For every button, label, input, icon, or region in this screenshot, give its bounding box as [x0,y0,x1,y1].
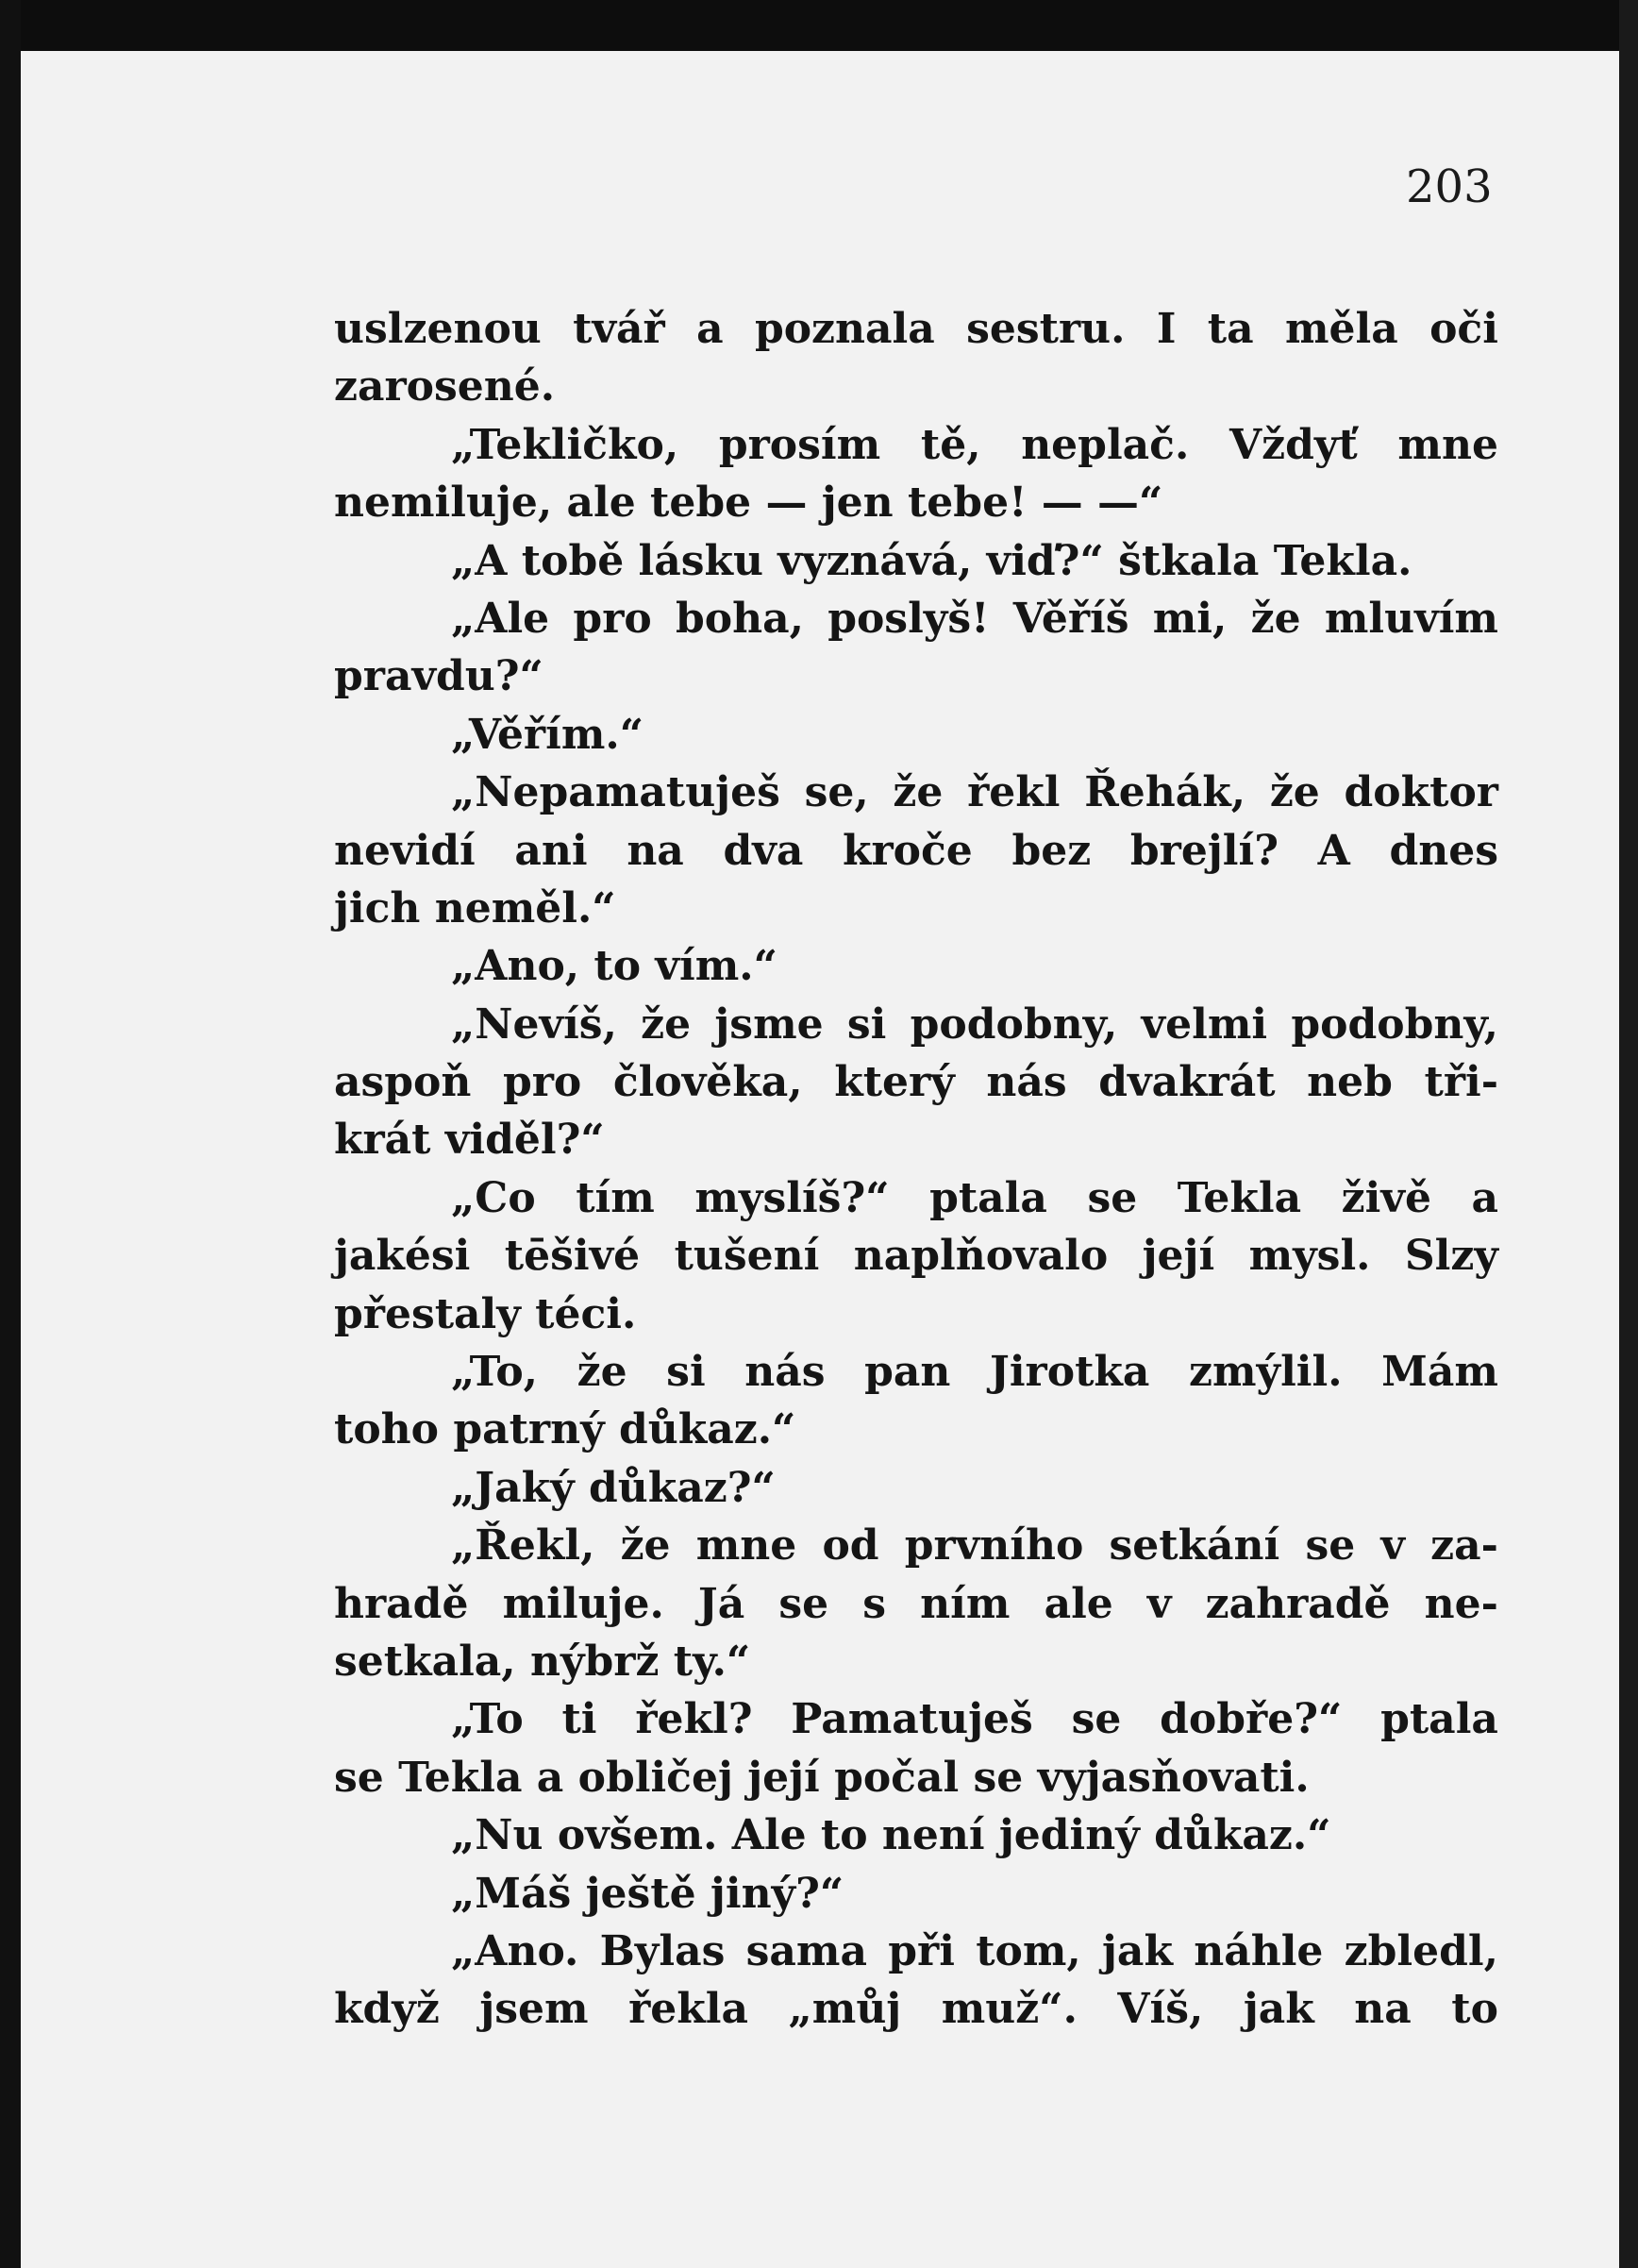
text-line [334,1980,1498,2038]
word: aspoň [334,1058,472,1107]
word: ním [920,1579,1011,1628]
word: že [893,768,944,817]
text-line [334,1923,1498,1980]
word: oči [1429,305,1498,353]
scan-top-border [0,0,1638,51]
text-line [334,1343,1498,1401]
word: jakési [334,1232,471,1281]
word: to [1451,1985,1498,2034]
word: jak [1102,1926,1173,1975]
word: velmi [1141,1000,1268,1049]
word: ne- [1424,1579,1498,1628]
word: řekl? [635,1695,753,1744]
word: sama [745,1926,867,1975]
word: podobny, [1291,1000,1498,1049]
word: ani [514,826,588,875]
word: dva [723,826,804,875]
text-line: „Věřím.“ [451,710,644,759]
word: že [577,1348,627,1397]
word: Pamatuješ [791,1695,1033,1744]
word: prosím [718,420,881,469]
word: I [1156,305,1177,353]
word: její [1142,1232,1215,1281]
text-line [334,590,1498,647]
word: zmýlil. [1188,1348,1343,1397]
text-line [334,1227,1498,1285]
word: ti [561,1695,597,1744]
text-line [334,1575,1498,1633]
word: brejlí? [1129,826,1279,875]
text-line: nemiluje, ale tebe — jen tebe! — —“ [334,479,1163,528]
word: myslíš?“ [694,1173,890,1222]
word: Bylas [599,1926,726,1975]
word: že [1250,594,1301,643]
word: se [1087,1173,1138,1222]
word: nevidí [334,826,476,875]
text-line [334,1690,1498,1748]
word: dnes [1389,826,1498,875]
word: pro [573,594,652,643]
word: hradě [334,1579,469,1628]
word: se [778,1579,829,1628]
word: že [1269,768,1320,817]
word: neb [1307,1058,1393,1107]
word: doktor [1344,768,1498,817]
word: Víš, [1117,1985,1204,2034]
word: prvního [904,1521,1084,1571]
text-line: zarosené. [334,362,556,412]
word: Jirotka [990,1348,1150,1397]
word: „Ano. [451,1926,579,1975]
text-line [334,764,1498,821]
word: ale [1044,1579,1113,1628]
word: Mám [1381,1348,1498,1397]
word: ptala [1380,1695,1498,1744]
word: „Nevíš, [451,1000,617,1049]
word: pan [864,1348,951,1397]
word: ta [1207,305,1254,353]
word: tēšivé [504,1232,641,1281]
word: v [1380,1521,1405,1571]
word: člověka, [612,1058,803,1107]
scan-right-border [1619,0,1638,2268]
word: „To [451,1695,524,1744]
word: jak [1243,1985,1314,2034]
text-line: „Nu ovšem. Ale to není jediný důkaz.“ [451,1811,1331,1860]
word: tři- [1424,1058,1498,1107]
word: zbledl, [1344,1926,1498,1975]
word: a [1471,1173,1498,1222]
word: A [1317,826,1350,875]
word: dvakrát [1098,1058,1276,1107]
word: jsme [714,1000,824,1049]
word: Řehák, [1084,768,1246,817]
word: „můj [788,1985,902,2034]
word: podobny, [910,1000,1118,1049]
word: za- [1430,1521,1498,1571]
word: miluje. [502,1579,664,1628]
word: a [696,305,724,353]
word: který [834,1058,955,1107]
word: si [666,1348,706,1397]
word: bez [1011,826,1092,875]
word: „Co [451,1173,536,1222]
word: sestru. [966,305,1126,353]
text-line [334,1053,1498,1111]
word: neplač. [1021,420,1190,469]
word: s [862,1579,887,1628]
word: nás [986,1058,1067,1107]
word: Slzy [1404,1232,1498,1281]
text-line: setkala, nýbrž ty.“ [334,1637,751,1686]
word: v [1146,1579,1172,1628]
text-line: pravdu?“ [334,652,543,701]
text-line: „Jaký důkaz?“ [451,1463,776,1512]
text-line [334,300,1498,358]
word: řekl [967,768,1061,817]
word: poslyš! [827,594,990,643]
word: dobře?“ [1160,1695,1343,1744]
word: živě [1341,1173,1431,1222]
word: mi, [1152,594,1228,643]
word: pro [502,1058,582,1107]
word: kroče [843,826,973,875]
word: „To, [451,1348,538,1397]
word: na [1354,1985,1412,2034]
word: tím [576,1173,655,1222]
word: Tekla [1177,1173,1302,1222]
word: naplňovalo [853,1232,1109,1281]
word: řekla [628,1985,748,2034]
word: mysl. [1248,1232,1371,1281]
word: si [846,1000,887,1049]
word: mne [695,1521,797,1571]
text-line: toho patrný důkaz.“ [334,1405,796,1454]
word: setkání [1109,1521,1280,1571]
word: tě, [920,420,981,469]
word: se [1071,1695,1122,1744]
word: nás [744,1348,826,1397]
text-line: přestaly téci. [334,1289,637,1338]
text-line [334,1169,1498,1227]
word: „Řekl, [451,1521,595,1571]
word: ptala [929,1173,1047,1222]
text-line: „A tobě lásku vyznává, viď?“ štkala Tekla. [451,536,1412,585]
page-number: 203 [1406,160,1493,213]
text-line [334,1517,1498,1574]
word: „Ale [451,594,550,643]
scan-left-border [0,0,21,2268]
word: „Nepamatuješ [451,768,780,817]
word: se [1305,1521,1356,1571]
word: tušení [674,1232,820,1281]
word: poznala [754,305,935,353]
word: se, [804,768,869,817]
word: Já [697,1579,745,1628]
word: na [627,826,684,875]
word: tom, [976,1926,1081,1975]
word: od [822,1521,879,1571]
text-line: „Máš ještě jiný?“ [451,1869,844,1918]
text-line: krát viděl?“ [334,1116,605,1165]
text-line: se Tekla a obličej její počal se vyjasňovati. [334,1753,1310,1802]
word: Vždyť [1228,420,1358,469]
word: boha, [675,594,804,643]
word: uslzenou [334,305,542,353]
word: měla [1284,305,1398,353]
word: že [620,1521,671,1571]
word: muž“. [941,1985,1078,2034]
text-line: jich neměl.“ [334,883,616,932]
word: že [641,1000,692,1049]
word: jsem [479,1985,589,2034]
body-text [334,300,1498,2039]
word: Věříš [1012,594,1129,643]
word: náhle [1194,1926,1324,1975]
word: když [334,1985,440,2034]
word: mne [1397,420,1498,469]
word: tvář [573,305,665,353]
text-line [334,996,1498,1053]
word: mluvím [1324,594,1498,643]
text-line [334,822,1498,880]
word: při [888,1926,955,1975]
word: „Tekličko, [451,420,679,469]
text-line: „Ano, to vím.“ [451,942,777,991]
text-line [334,416,1498,474]
word: zahradě [1205,1579,1391,1628]
